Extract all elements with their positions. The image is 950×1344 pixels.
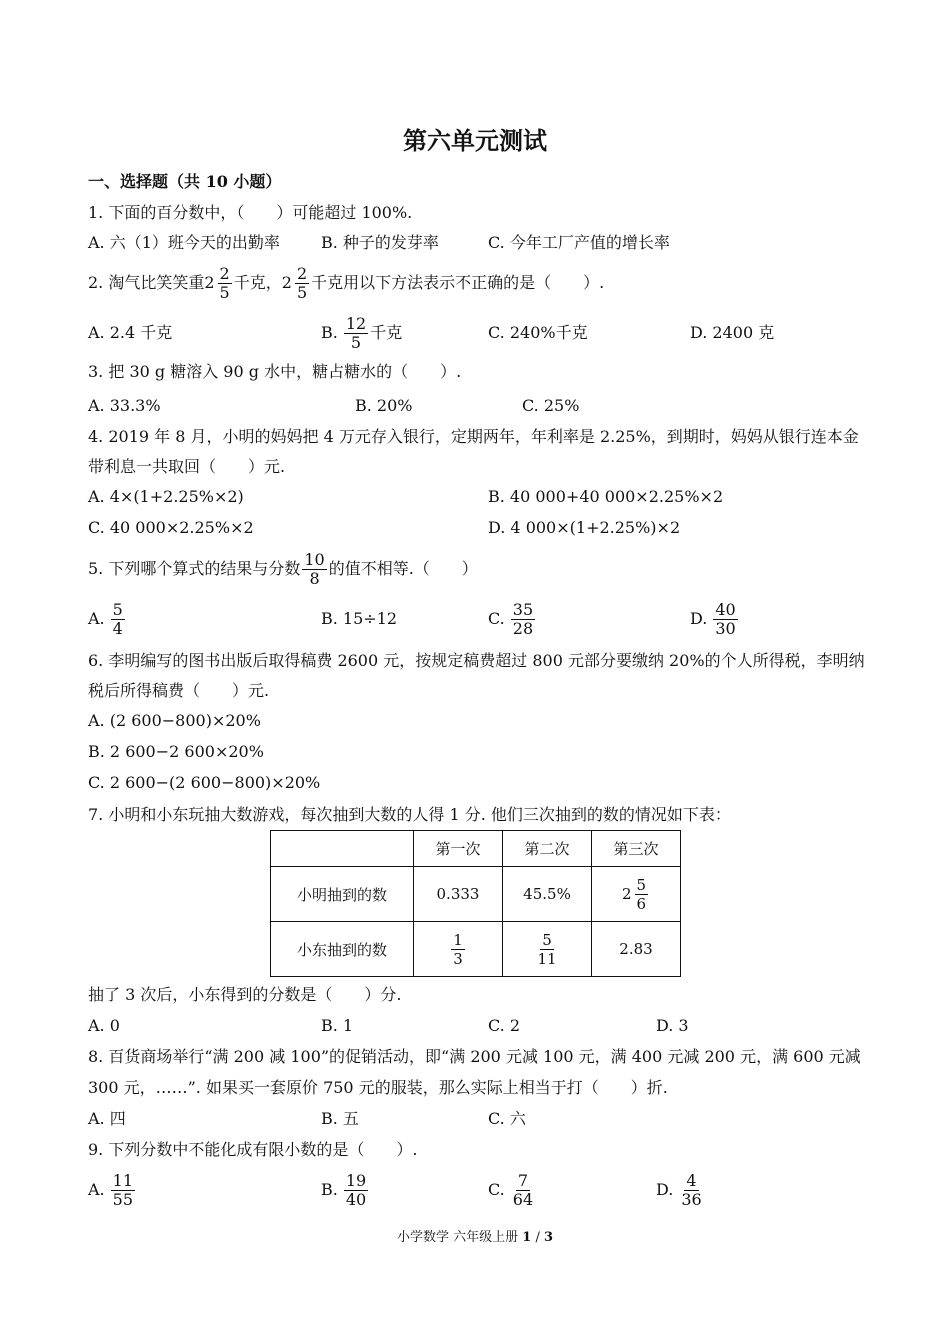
q6-option-b: B. 2 600−2 600×20% bbox=[88, 742, 264, 761]
q9-option-d: D. $\frac{4}{36}$ bbox=[656, 1170, 702, 1209]
q8-option-a: A. 四 bbox=[88, 1109, 126, 1128]
table-header-cell: 第三次 bbox=[592, 831, 681, 867]
q3-option-b: B. 20% bbox=[355, 396, 413, 415]
q7-after-table: 抽了 3 次后，小东得到的分数是（ ）分. bbox=[88, 985, 402, 1004]
q1-stem: 1. 下面的百分数中，（ ）可能超过 100%. bbox=[88, 203, 413, 222]
q2-stem: 2. 淘气比笑笑重 2 $\frac{2}{5}$ 千克， 2 $\frac{2}{5}$ 千克用以下方法表示不正确的是（ ）. bbox=[88, 263, 605, 302]
q2-option-c: C. 240%千克 bbox=[488, 323, 588, 342]
section-heading: 一、选择题（共 10 小题） bbox=[88, 172, 282, 191]
table-cell: 0.333 bbox=[414, 867, 503, 922]
q4-option-a: A. 4×(1+2.25%×2) bbox=[88, 487, 244, 506]
q9-option-b: B. $\frac{19}{40}$ bbox=[321, 1170, 367, 1209]
table-header-cell: 第二次 bbox=[503, 831, 592, 867]
q7-option-b: B. 1 bbox=[321, 1016, 354, 1035]
q8-option-b: B. 五 bbox=[321, 1109, 359, 1128]
q2-mixed-number-2: 2 $\frac{2}{5}$ bbox=[281, 263, 308, 302]
q5-stem: 5. 下列哪个算式的结果与分数 $\frac{10}{8}$ 的值不相等.（ ） bbox=[88, 549, 478, 588]
q5-option-d: D. $\frac{40}{30}$ bbox=[690, 599, 736, 638]
q2-mixed-number-1: 2 $\frac{2}{5}$ bbox=[204, 263, 230, 302]
footer-page-total: 3 bbox=[543, 1230, 554, 1245]
table-row bbox=[271, 867, 681, 922]
q9-option-c: C. $\frac{7}{64}$ bbox=[488, 1170, 534, 1209]
q3-option-a: A. 33.3% bbox=[88, 396, 161, 415]
q3-option-c: C. 25% bbox=[522, 396, 580, 415]
q6-stem-line1: 6. 李明编写的图书出版后取得稿费 2600 元，按规定稿费超过 800 元部分要缴纳 20%的个人所得税，李明纳 bbox=[88, 651, 865, 670]
q4-stem-line1: 4. 2019 年 8 月，小明的妈妈把 4 万元存入银行，定期两年，年利率是 2.25%，到期时，妈妈从银行连本金 bbox=[88, 427, 859, 446]
table-row-label: 小东抽到的数 bbox=[271, 922, 414, 977]
score-table bbox=[270, 830, 681, 977]
q7-option-d: D. 3 bbox=[656, 1016, 689, 1035]
q5-option-a: A. $\frac{5}{4}$ bbox=[88, 599, 123, 638]
q9-stem: 9. 下列分数中不能化成有限小数的是（ ）. bbox=[88, 1140, 418, 1159]
q7-option-a: A. 0 bbox=[88, 1016, 120, 1035]
q6-option-a: A. (2 600−800)×20% bbox=[88, 711, 261, 730]
table-header-cell: 第一次 bbox=[414, 831, 503, 867]
q8-stem-line1: 8. 百货商场举行“满 200 减 100”的促销活动，即“满 200 元减 100 元，满 400 元减 200 元，满 600 元减 bbox=[88, 1047, 861, 1066]
q7-stem: 7. 小明和小东玩抽大数游戏，每次抽到大数的人得 1 分. 他们三次抽到的数的情况如下表： bbox=[88, 805, 731, 824]
page-footer bbox=[0, 1228, 950, 1248]
q6-option-c: C. 2 600−(2 600−800)×20% bbox=[88, 773, 321, 792]
table-corner-cell bbox=[271, 831, 414, 867]
q3-stem: 3. 把 30 g 糖溶入 90 g 水中，糖占糖水的（ ）. bbox=[88, 362, 462, 381]
q5-fraction: $\frac{10}{8}$ bbox=[304, 549, 325, 588]
table-cell: $\frac{5}{11}$ bbox=[503, 922, 592, 977]
q2-option-b: B. $\frac{12}{5}$ 千克 bbox=[321, 313, 403, 352]
q7-option-c: C. 2 bbox=[488, 1016, 521, 1035]
table-cell: 2.83 bbox=[592, 922, 681, 977]
q4-option-c: C. 40 000×2.25%×2 bbox=[88, 518, 254, 537]
q2-option-a: A. 2.4 千克 bbox=[88, 323, 173, 342]
q4-option-b: B. 40 000+40 000×2.25%×2 bbox=[488, 487, 724, 506]
table-row-label: 小明抽到的数 bbox=[271, 867, 414, 922]
q5-option-b: B. 15÷12 bbox=[321, 609, 398, 628]
q8-stem-line2: 300 元，……”. 如果买一套原价 750 元的服装，那么实际上相当于打（ ）折. bbox=[88, 1078, 668, 1097]
q5-option-c: C. $\frac{35}{28}$ bbox=[488, 599, 534, 638]
table-header-row bbox=[271, 831, 681, 867]
table-row bbox=[271, 922, 681, 977]
footer-page-number: 1 bbox=[522, 1230, 532, 1245]
footer-separator: / bbox=[535, 1230, 540, 1245]
q1-option-a: A. 六（1）班今天的出勤率 bbox=[88, 233, 280, 252]
q2-option-d: D. 2400 克 bbox=[690, 323, 775, 342]
q4-stem-line2: 带利息一共取回（ ）元. bbox=[88, 457, 286, 476]
q1-option-b: B. 种子的发芽率 bbox=[321, 233, 439, 252]
table-cell: 2 $\frac{5}{6}$ bbox=[592, 867, 681, 922]
q9-option-a: A. $\frac{11}{55}$ bbox=[88, 1170, 133, 1209]
table-cell: 45.5% bbox=[503, 867, 592, 922]
q6-stem-line2: 税后所得稿费（ ）元. bbox=[88, 681, 270, 700]
table-cell: $\frac{1}{3}$ bbox=[414, 922, 503, 977]
page-title: 第六单元测试 bbox=[403, 126, 547, 155]
footer-subject: 小学数学 六年级上册 bbox=[396, 1230, 519, 1245]
q1-option-c: C. 今年工厂产值的增长率 bbox=[488, 233, 670, 252]
q8-option-c: C. 六 bbox=[488, 1109, 526, 1128]
q4-option-d: D. 4 000×(1+2.25%)×2 bbox=[488, 518, 681, 537]
